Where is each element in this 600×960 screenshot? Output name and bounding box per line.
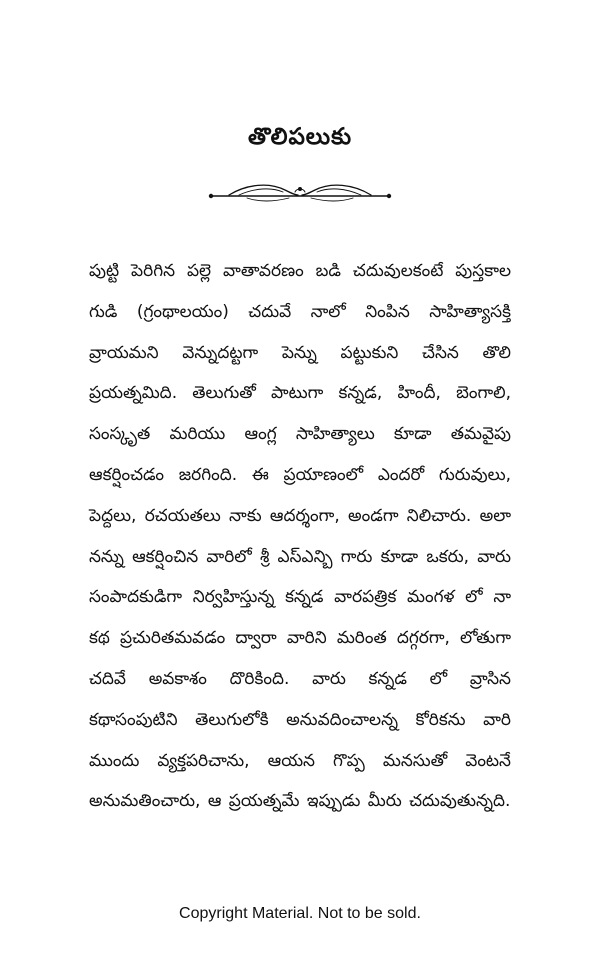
copyright-notice: Copyright Material. Not to be sold. <box>179 905 421 922</box>
flourish-divider-icon <box>207 178 393 208</box>
body-text <box>89 251 511 822</box>
page-title: తొలిపలుకు <box>247 124 353 150</box>
body-paragraph: పుట్టి పెరిగిన పల్లె వాతావరణం బడి చదువులకంటే పుస్తకాల గుడి (గ్రంథాలయం) చదువే నాలో నింపిన సాహిత్యాసక్తి వ్రాయమని వెన్నుదట్టగా పెన్ను పట్టుకుని చేసిన తొలి ప్రయత్నమిది. తెలుగుతో పాటుగా కన్నడ, హిందీ, బెంగాలి, సంస్కృత మరియు ఆంగ్ల సాహిత్యాలు కూడా తమవైపు ఆకర్షించడం జరగింది. ఈ ప్రయాణంలో ఎందరో గురువులు, పెద్దలు, రచయతలు నాకు ఆదర్శంగా, అండగా నిలిచారు. అలా నన్ను ఆకర్షించిన వారిలో శ్రీ ఎస్ఎన్బి గారు కూడా ఒకరు, వారు సంపాదకుడిగా నిర్వహిస్తున్న కన్నడ వారపత్రిక మంగళ లో నా కథ ప్రచురితమవడం ద్వారా వారిని మరింత దగ్గరగా, లోతుగా చదివే అవకాశం దొరికింది. వారు కన్నడ లో వ్రాసిన కథాసంపుటిని తెలుగులోకి అనువదించాలన్న కోరికను వారి ముందు వ్యక్తపరిచాను, ఆయన గొప్ప మనసుతో వెంటనే అనుమతించారు, ఆ ప్రయత్నమే ఇప్పుడు మీరు చదువుతున్నది. <box>89 261 511 812</box>
